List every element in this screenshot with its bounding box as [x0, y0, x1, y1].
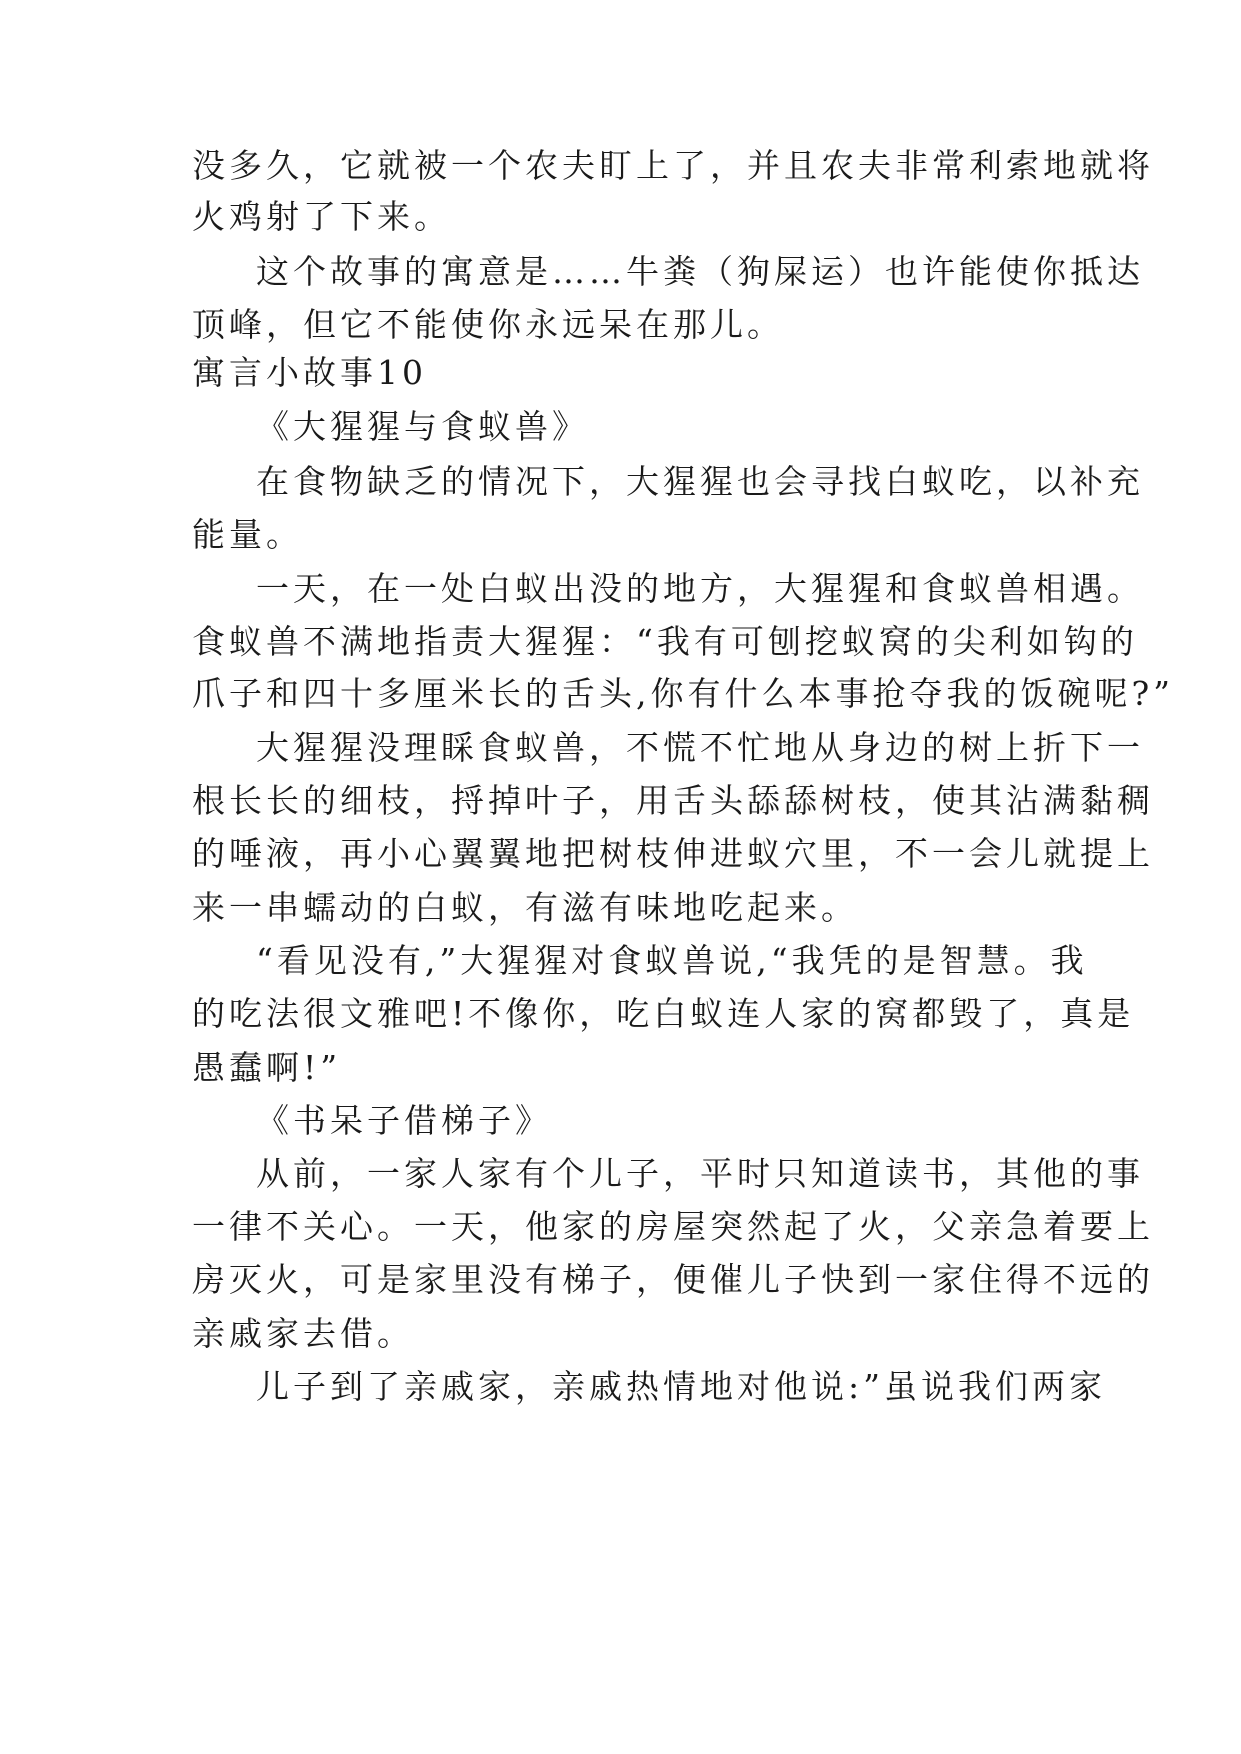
text-line: 一天，在一处白蚁出没的地方，大猩猩和食蚁兽相遇。 — [256, 569, 1144, 608]
text-line: 来一串蠕动的白蚁，有滋有味地吃起来。 — [192, 888, 858, 927]
text-line: 这个故事的寓意是……牛粪（狗屎运）也许能使你抵达 — [256, 252, 1144, 291]
text-line: 在食物缺乏的情况下，大猩猩也会寻找白蚁吃，以补充 — [256, 462, 1144, 501]
text-line: 根长长的细枝，捋掉叶子，用舌头舔舔树枝，使其沾满黏稠 — [192, 781, 1154, 820]
text-line: 亲戚家去借。 — [192, 1314, 414, 1353]
text-line: 食蚁兽不满地指责大猩猩：“我有可刨挖蚁窝的尖利如钩的 — [192, 622, 1138, 661]
story-title: 《书呆子借梯子》 — [256, 1101, 552, 1140]
section-heading: 寓言小故事10 — [192, 353, 427, 392]
text-line: “看见没有,”大猩猩对食蚁兽说,“我凭的是智慧。我 — [256, 941, 1088, 980]
text-line: 房灭火，可是家里没有梯子，便催儿子快到一家住得不远的 — [192, 1260, 1154, 1299]
text-line: 顶峰，但它不能使你永远呆在那儿。 — [192, 305, 784, 344]
text-line: 一律不关心。一天，他家的房屋突然起了火，父亲急着要上 — [192, 1207, 1154, 1246]
text-line: 爪子和四十多厘米长的舌头,你有什么本事抢夺我的饭碗呢?” — [192, 674, 1175, 713]
text-line: 能量。 — [192, 515, 303, 554]
text-line: 儿子到了亲戚家，亲戚热情地对他说:”虽说我们两家 — [256, 1367, 1106, 1406]
text-line: 没多久，它就被一个农夫盯上了，并且农夫非常利索地就将 — [192, 146, 1154, 185]
text-line: 从前，一家人家有个儿子，平时只知道读书，其他的事 — [256, 1154, 1144, 1193]
text-line: 愚蠢啊!” — [192, 1048, 342, 1087]
text-line: 的唾液，再小心翼翼地把树枝伸进蚁穴里，不一会儿就提上 — [192, 834, 1154, 873]
text-line: 火鸡射了下来。 — [192, 197, 451, 236]
text-line: 的吃法很文雅吧!不像你，吃白蚁连人家的窝都毁了，真是 — [192, 994, 1135, 1033]
text-line: 大猩猩没理睬食蚁兽，不慌不忙地从身边的树上折下一 — [256, 728, 1144, 767]
story-title: 《大猩猩与食蚁兽》 — [256, 407, 589, 446]
